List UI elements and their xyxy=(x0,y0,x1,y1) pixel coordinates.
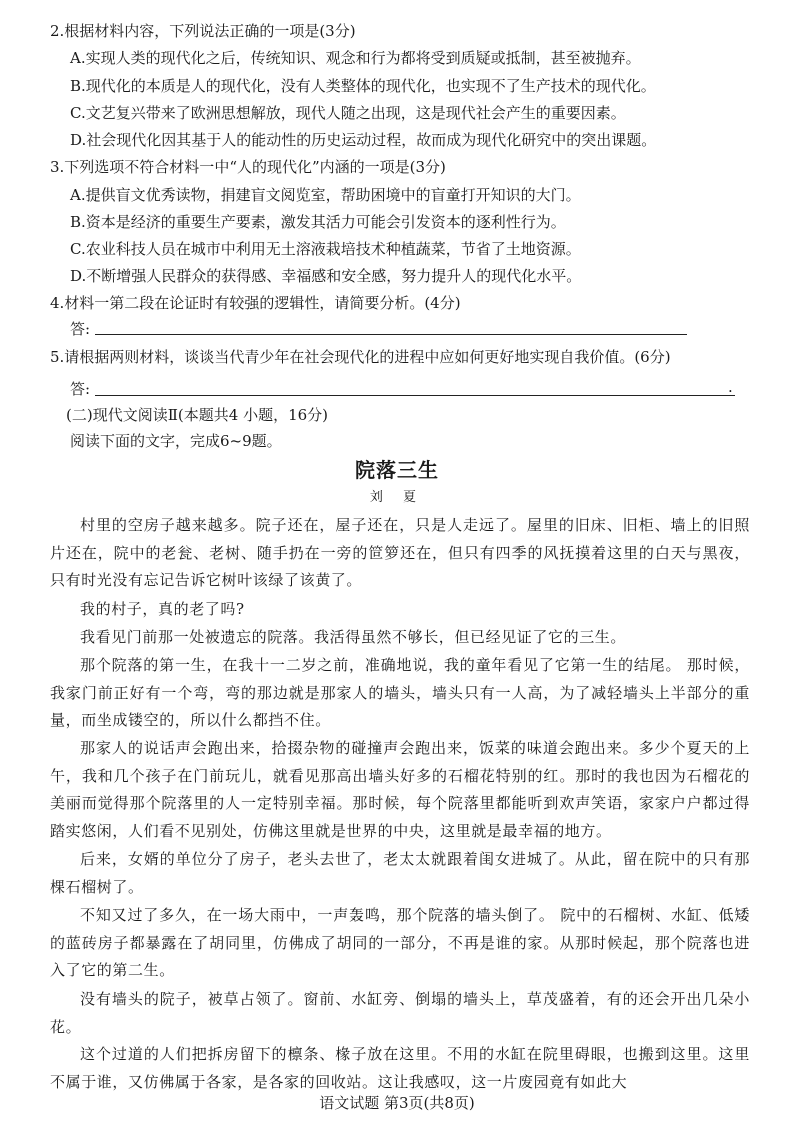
question-3-option-d: D.不断增强人民群众的获得感、幸福感和安全感，努力提升人的现代化水平。 xyxy=(70,267,582,285)
page-footer: 语文试题 第3页(共8页) xyxy=(319,1094,475,1112)
question-2-option-d: D.社会现代化因其基于人的能动性的历史运动过程，故而成为现代化研究中的突出课题。 xyxy=(70,131,657,149)
question-2-option-a: A.实现人类的现代化之后，传统知识、观念和行为都将受到质疑或抵制，甚至被抛弃。 xyxy=(70,49,641,67)
question-4-answer-line[interactable] xyxy=(95,334,687,335)
article-paragraph: 那个院落的第一生，在我十一二岁之前，准确地说，我的童年看见了它第一生的结尾。 那时候，我家门前正好有一个弯，弯的那边就是那家人的墙头，墙头只有一人高，为了减轻墙头上半部分的重量，而坐成镂空的，所以什么都挡不住。 xyxy=(50,656,750,730)
question-3-option-b: B.资本是经济的重要生产要素，激发其活力可能会引发资本的逐利性行为。 xyxy=(70,213,566,231)
article-author: 刘 夏 xyxy=(369,490,425,505)
question-5-stem: 5.请根据两则材料，谈谈当代青少年在社会现代化的进程中应如何更好地实现自我价值。(6分) xyxy=(50,348,671,366)
question-5-answer-line[interactable] xyxy=(95,395,735,396)
question-4-answer-label: 答: xyxy=(70,320,91,338)
article-paragraph: 那家人的说话声会跑出来，拾掇杂物的碰撞声会跑出来，饭菜的味道会跑出来。多少个夏天的上午，我和几个孩子在门前玩儿，就看见那高出墙头好多的石榴花特别的红。那时的我也因为石榴花的美丽而觉得那个院落里的人一定特别幸福。那时候，每个院落里都能听到欢声笑语，家家户户都过得踏实悠闲，人们看不见别处，仿佛这里就是世界的中央，这里就是最幸福的地方。 xyxy=(50,739,750,841)
section-instruction: 阅读下面的文字，完成6~9题。 xyxy=(70,432,282,450)
article-paragraph: 后来，女婿的单位分了房子，老头去世了，老太太就跟着闺女进城了。从此，留在院中的只有那棵石榴树了。 xyxy=(50,850,750,896)
article-paragraph: 村里的空房子越来越多。院子还在，屋子还在，只是人走远了。屋里的旧床、旧柜、墙上的旧照片还在，院中的老瓮、老树、随手扔在一旁的笸箩还在，但只有四季的风抚摸着这里的白天与黑夜，只有时光没有忘记告诉它树叶该绿了该黄了。 xyxy=(50,516,750,590)
question-5-answer-label: 答: xyxy=(70,380,91,398)
article-title: 院落三生 xyxy=(355,458,439,482)
question-2-stem: 2.根据材料内容，下列说法正确的一项是(3分) xyxy=(50,22,356,40)
article-paragraph: 我的村子，真的老了吗? xyxy=(80,600,245,618)
section-heading: (二)现代文阅读Ⅱ(本题共4 小题，16分) xyxy=(66,406,329,424)
question-4-stem: 4.材料一第二段在论证时有较强的逻辑性，请简要分析。(4分) xyxy=(50,294,461,312)
article-paragraph: 没有墙头的院子，被草占领了。窗前、水缸旁、倒塌的墙头上，草茂盛着，有的还会开出几朵小花。 xyxy=(50,990,750,1036)
question-2-option-b: B.现代化的本质是人的现代化，没有人类整体的现代化，也实现不了生产技术的现代化。 xyxy=(70,77,656,95)
article-paragraph: 这个过道的人们把拆房留下的檩条、椽子放在这里。不用的水缸在院里碍眼，也搬到这里。这里不属于谁，又仿佛属于各家，是各家的回收站。这让我感叹，这一片废园竟有如此大 xyxy=(50,1045,750,1091)
question-2-option-c: C.文艺复兴带来了欧洲思想解放，现代人随之出现，这是现代社会产生的重要因素。 xyxy=(70,104,626,122)
question-5-answer-end-mark: . xyxy=(728,378,733,396)
article-paragraph: 不知又过了多久，在一场大雨中，一声轰鸣，那个院落的墙头倒了。 院中的石榴树、水缸、低矮的蓝砖房子都暴露在了胡同里，仿佛成了胡同的一部分，不再是谁的家。从那时候起，那个院落也进入了它的第二生。 xyxy=(50,906,750,980)
question-3-option-c: C.农业科技人员在城市中利用无土溶液栽培技术种植蔬菜，节省了土地资源。 xyxy=(70,240,581,258)
question-3-stem: 3.下列选项不符合材料一中“人的现代化”内涵的一项是(3分) xyxy=(50,158,446,176)
question-3-option-a: A.提供盲文优秀读物，捐建盲文阅览室，帮助困境中的盲童打开知识的大门。 xyxy=(70,186,581,204)
article-paragraph: 我看见门前那一处被遗忘的院落。我活得虽然不够长，但已经见证了它的三生。 xyxy=(80,628,627,646)
